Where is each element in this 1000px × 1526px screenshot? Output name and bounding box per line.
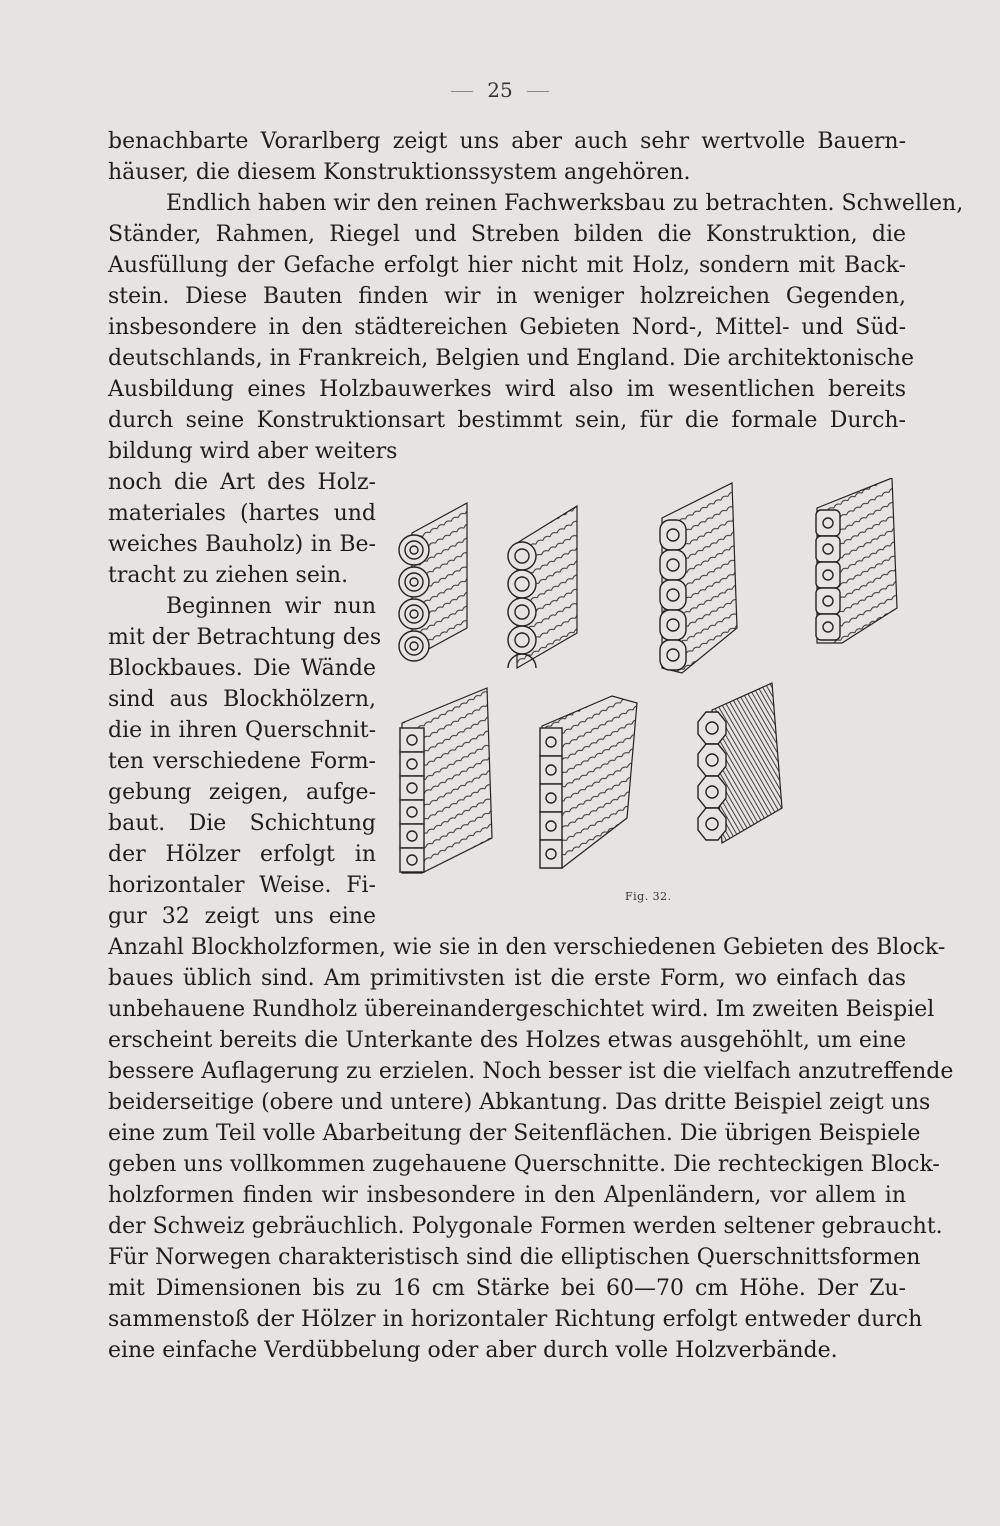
polygonal-logs-profile	[698, 683, 782, 843]
text-line: Beginnen wir nun	[166, 594, 376, 619]
text-line: Ausfüllung der Gefache erfolgt hier nicht mit Holz, sondern mit Back-	[108, 253, 906, 278]
text-line: erscheint bereits die Unterkante des Holzes etwas ausgehöhlt, um eine	[108, 1028, 907, 1053]
text-line: der Schweiz gebräuchlich. Polygonale Formen werden seltener gebraucht.	[108, 1214, 943, 1239]
text-line: bildung wird aber weiters	[108, 439, 398, 464]
text-line: stein. Diese Bauten finden wir in weniger holzreichen Gegenden,	[108, 284, 906, 309]
text-line: noch die Art des Holz-	[108, 470, 376, 495]
text-line: unbehauene Rundholz übereinandergeschichtet wird. Im zweiten Beispiel	[108, 997, 935, 1022]
log-profiles-illustration	[392, 478, 912, 908]
text-line: benachbarte Vorarlberg zeigt uns aber auch sehr wertvolle Bauern-	[108, 129, 906, 154]
text-line: Für Norwegen charakteristisch sind die elliptischen Querschnittsformen	[108, 1245, 921, 1270]
text-line: gur 32 zeigt uns eine	[108, 904, 376, 929]
text-line: Anzahl Blockholzformen, wie sie in den verschiedenen Gebieten des Block-	[108, 935, 946, 960]
text-line: gebung zeigen, aufge-	[108, 780, 376, 805]
text-line: insbesondere in den städtereichen Gebieten Nord-, Mittel- und Süd-	[108, 315, 906, 340]
page-number: 25	[0, 78, 1000, 102]
round-logs-profile	[399, 503, 467, 661]
text-line: baut. Die Schichtung	[108, 811, 376, 836]
hollowed-logs-profile	[508, 506, 577, 668]
text-line: horizontaler Weise. Fi-	[108, 873, 376, 898]
text-line: der Hölzer erfolgt in	[108, 842, 376, 867]
figure-32-log-profiles	[392, 478, 912, 908]
text-line: Endlich haben wir den reinen Fachwerksbau zu betrachten. Schwellen,	[166, 191, 964, 216]
planed-beam-profile	[540, 696, 637, 868]
text-line: sind aus Blockhölzern,	[108, 687, 376, 712]
text-line: baues üblich sind. Am primitivsten ist die erste Form, wo einfach das	[108, 966, 906, 991]
text-line: beiderseitige (obere und untere) Abkantung. Das dritte Beispiel zeigt uns	[108, 1090, 931, 1115]
text-line: weiches Bauholz) in Be-	[108, 532, 376, 557]
text-line: Ständer, Rahmen, Riegel und Streben bilden die Konstruktion, die	[108, 222, 906, 247]
text-line: mit Dimensionen bis zu 16 cm Stärke bei 60—70 cm Höhe. Der Zu-	[108, 1276, 906, 1301]
text-line: Ausbildung eines Holzbauwerkes wird also im wesentlichen bereits	[108, 377, 906, 402]
text-line: durch seine Konstruktionsart bestimmt sein, für die formale Durch-	[108, 408, 906, 433]
figure-caption: Fig. 32.	[625, 890, 672, 903]
text-line: die in ihren Querschnit-	[108, 718, 376, 743]
text-line: häuser, die diesem Konstruktionssystem angehören.	[108, 160, 691, 185]
text-line: geben uns vollkommen zugehauene Querschnitte. Die rechteckigen Block-	[108, 1152, 940, 1177]
rounded-rectangular-logs-profile	[816, 478, 897, 643]
text-line: bessere Auflagerung zu erzielen. Noch besser ist die vielfach anzutreffende	[108, 1059, 954, 1084]
flattened-logs-profile	[660, 483, 737, 673]
text-line: ten verschiedene Form-	[108, 749, 376, 774]
text-line: eine zum Teil volle Abarbeitung der Seitenflächen. Die übrigen Beispiele	[108, 1121, 921, 1146]
rectangular-logs-profile	[400, 688, 492, 873]
text-line: materiales (hartes und	[108, 501, 376, 526]
text-line: holzformen finden wir insbesondere in den Alpenländern, vor allem in	[108, 1183, 906, 1208]
text-line: eine einfache Verdübbelung oder aber durch volle Holzverbände.	[108, 1338, 838, 1363]
text-line: mit der Betrachtung des	[108, 625, 382, 650]
text-line: tracht zu ziehen sein.	[108, 563, 349, 588]
text-line: sammenstoß der Hölzer in horizontaler Richtung erfolgt entweder durch	[108, 1307, 923, 1332]
text-line: Blockbaues. Die Wände	[108, 656, 376, 681]
text-line: deutschlands, in Frankreich, Belgien und England. Die architektonische	[108, 346, 914, 371]
